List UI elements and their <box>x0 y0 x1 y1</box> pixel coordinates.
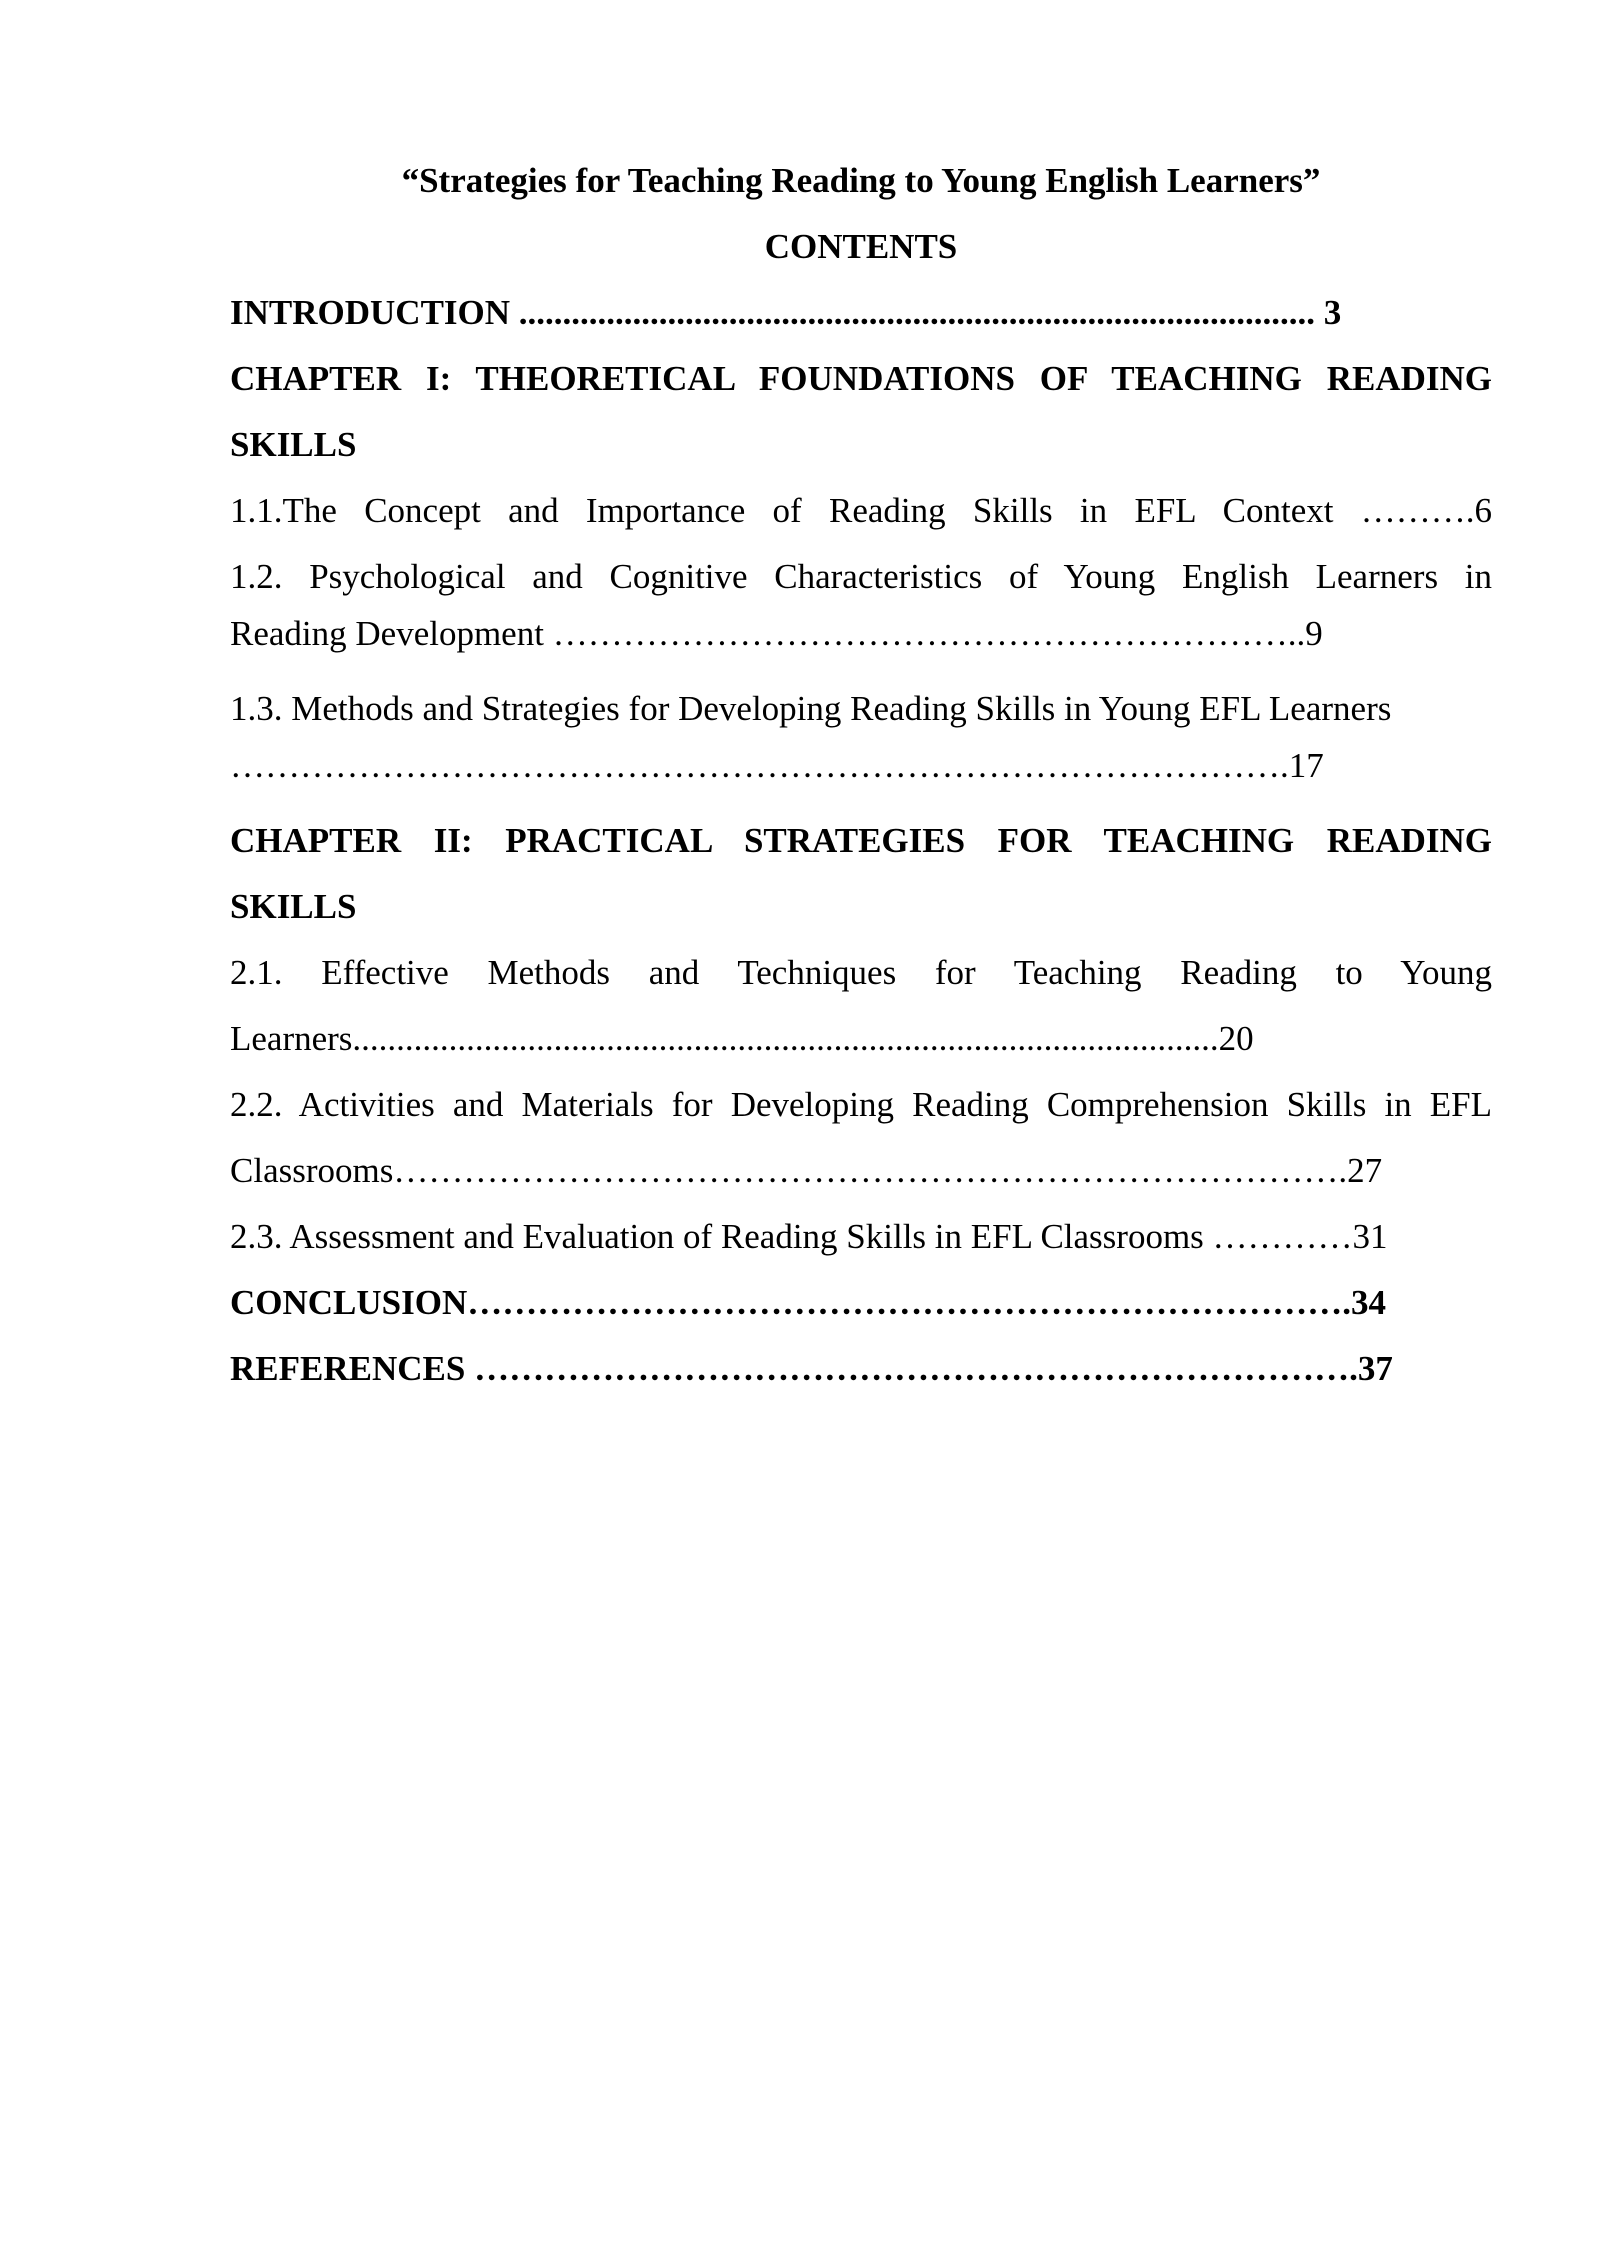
contents-heading: CONTENTS <box>764 227 958 266</box>
toc-section-2-2-line-1: 2.2. Activities and Materials for Developing Reading Comprehension Skills in EFL <box>230 1085 1492 1124</box>
document-page <box>230 148 1492 1402</box>
toc-section-2-3: 2.3. Assessment and Evaluation of Reading Skills in EFL Classrooms …………31 <box>230 1217 1388 1256</box>
toc-chapter-1-line-1: CHAPTER I: THEORETICAL FOUNDATIONS OF TEACHING READING <box>230 359 1492 398</box>
toc-references: REFERENCES ………………………………………………………………….37 <box>230 1349 1393 1388</box>
toc-chapter-1-line-2: SKILLS <box>230 425 357 464</box>
toc-conclusion: CONCLUSION………………………………………………………………….34 <box>230 1283 1387 1322</box>
toc-section-1-3-line-1: 1.3. Methods and Strategies for Developing Reading Skills in Young EFL Learners <box>230 689 1392 728</box>
toc-chapter-2-line-2: SKILLS <box>230 887 357 926</box>
document-title: “Strategies for Teaching Reading to Young English Learners” <box>401 161 1321 200</box>
toc-section-1-3-line-2: ……………………………………………………………………………….17 <box>230 746 1324 785</box>
toc-section-2-1-line-2: Learners...................................................................................................20 <box>230 1019 1254 1058</box>
toc-section-2-2-line-2: Classrooms……………………………………………………………………….27 <box>230 1151 1383 1190</box>
toc-section-1-2-line-1: 1.2. Psychological and Cognitive Characteristics of Young English Learners in <box>230 557 1492 596</box>
toc-section-1-1: 1.1.The Concept and Importance of Reading Skills in EFL Context ……….6 <box>230 491 1492 530</box>
toc-chapter-2-line-1: CHAPTER II: PRACTICAL STRATEGIES FOR TEACHING READING <box>230 821 1492 860</box>
toc-section-2-1-line-1: 2.1. Effective Methods and Techniques for Teaching Reading to Young <box>230 953 1492 992</box>
toc-introduction: INTRODUCTION ........................................................................................... 3 <box>230 293 1342 332</box>
toc-section-1-2-line-2: Reading Development ………………………………………………………..9 <box>230 614 1323 653</box>
